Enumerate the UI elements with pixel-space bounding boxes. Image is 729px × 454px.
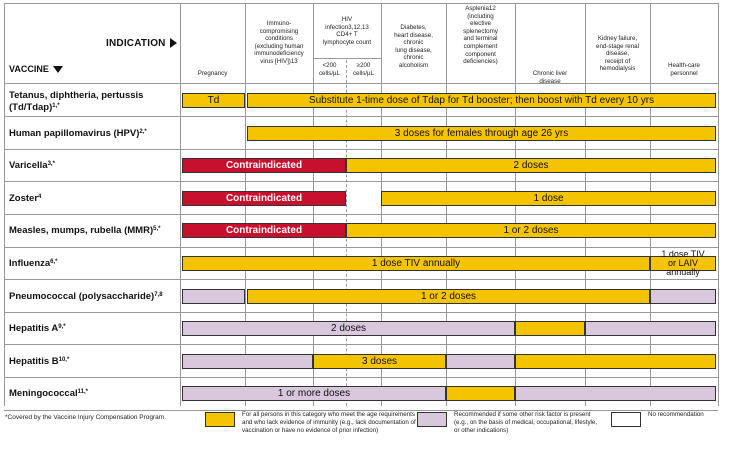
footnote-ref: 10,*: [58, 356, 70, 363]
recommendation-bar-purple: [182, 289, 245, 304]
recommendation-bar-purple: [515, 386, 716, 401]
legend-swatch-purple: [417, 412, 447, 427]
column-header-hcp: Health-care personnel: [668, 62, 700, 77]
footnote-ref: 9,*: [58, 324, 66, 331]
hiv-subheader-divider: [313, 58, 381, 59]
vaccine-name: Measles, mumps, rubella (MMR): [9, 225, 154, 237]
bar-label: Contraindicated: [225, 160, 303, 172]
recommendation-bar-purple: [182, 354, 313, 369]
footnote-ref: 6,*: [50, 259, 58, 265]
row-label: [9, 128, 147, 140]
recommendation-bar-purple: [650, 289, 716, 304]
column-header-pregnancy: Pregnancy: [197, 70, 228, 77]
footnote-ref: 7,8: [154, 291, 163, 298]
column-header-hiv_lt: <200 cells/µL: [318, 62, 341, 77]
footnote-ref: 11,*: [77, 389, 88, 396]
bar-label: Contraindicated: [225, 225, 303, 237]
column-header-diabetes: Diabetes, heart disease, chronic lung disease, chronic alcoholism: [394, 24, 433, 69]
row-label: [9, 90, 143, 114]
bar-label: 3 doses: [361, 355, 398, 367]
column-header-kidney: Kidney failure, end-stage renal disease, receipt of hemodialysis: [596, 35, 639, 73]
bar-label: 2 doses: [513, 160, 549, 172]
row-divider: [4, 377, 718, 378]
column-header-liver: Chronic liver disease: [532, 70, 568, 85]
legend-swatch-white: [611, 412, 641, 427]
bar-label: Td: [207, 95, 220, 106]
row-label: [9, 160, 55, 172]
bar-label: 1 dose TIV annually: [371, 258, 461, 269]
column-header-hiv_ge: ≥200 cells/µL: [352, 62, 375, 77]
footnote-ref: 4: [38, 193, 42, 200]
footnote-ref: 1,*: [52, 103, 60, 109]
bar-label: 1 or 2 doses: [420, 290, 477, 302]
legend-swatch-yellow: [205, 412, 235, 427]
bar-label: 1 or 2 doses: [503, 225, 559, 237]
vaccine-header: [9, 64, 63, 74]
column-header-hiv: HIV infection3,12,13 CD4+ T lymphocyte count: [322, 16, 372, 46]
row-label: [9, 258, 58, 270]
footnote-ref: 2,*: [139, 128, 147, 135]
vaccine-name: Tetanus, diphtheria, pertussis: [9, 90, 144, 101]
legend-text: For all persons in this category who meet the age requirements and who lack evidence of immunity (e.g., lack documentation of vaccination or have no evidence of prior infection): [242, 411, 416, 434]
header-bottom-border: [4, 83, 718, 84]
vaccine-name: Meningococcal: [9, 388, 78, 400]
left-border: [4, 3, 5, 406]
recommendation-bar-yellow: [446, 386, 515, 401]
row-label: [9, 225, 160, 237]
top-border: [4, 3, 718, 4]
bar-label: 1 dose: [533, 192, 564, 204]
vaccine-name: Human papillomavirus (HPV): [9, 127, 140, 139]
legend-text: Recommended if some other risk factor is present (e.g., on the basis of medical, occupational, lifestyle, or other indications): [454, 411, 598, 434]
row-label: [9, 193, 41, 205]
row-divider: [4, 247, 718, 248]
vaccine-name: Hepatitis A: [9, 323, 59, 335]
row-label: [9, 323, 66, 335]
vaccine-name: Hepatitis B: [9, 355, 59, 367]
row-divider: [4, 181, 718, 182]
row-label: [9, 388, 88, 400]
indication-label: INDICATION: [106, 38, 166, 49]
arrow-down-icon: [53, 66, 63, 73]
row-divider: [4, 116, 718, 117]
recommendation-bar-yellow: [515, 321, 585, 336]
footnote-ref: 3,*: [47, 161, 55, 168]
recommendation-bar-yellow: [515, 354, 716, 369]
arrow-right-icon: [170, 38, 177, 48]
bar-label: 2 doses: [330, 323, 367, 335]
bar-label: 1 or more doses: [277, 388, 351, 400]
bar-label: 3 doses for females through age 26 yrs: [394, 127, 569, 139]
row-label: [9, 291, 163, 303]
recommendation-bar-purple: [446, 354, 515, 369]
row-label: [9, 356, 69, 368]
column-header-asplenia: Asplenia12 (including elective splenectomy and terminal complement component deficiencies): [463, 5, 498, 66]
row-divider: [4, 279, 718, 280]
row-divider: [4, 149, 718, 150]
vaccine-name: Varicella: [9, 160, 48, 172]
row-divider: [4, 344, 718, 345]
bar-label: 1 dose TIV or LAIV annually: [661, 249, 705, 277]
vaccine-name: Zoster: [9, 192, 39, 204]
legend-text: No recommendation: [648, 411, 704, 418]
footnote-ref: 5,*: [153, 226, 161, 233]
bar-label: Substitute 1-time dose of Tdap for Td booster; then boost with Td every 10 yrs: [308, 95, 655, 106]
row-divider: [4, 214, 718, 215]
vaccine-abbrev: (Td/Tdap): [9, 102, 53, 113]
row-divider: [4, 312, 718, 313]
footnote: *Covered by the Vaccine Injury Compensation Program.: [5, 414, 167, 421]
vaccine-name: Pneumococcal (polysaccharide): [9, 290, 155, 302]
column-header-immuno: Immuno- compromising conditions (excluding human immunodeficiency virus [HIV])13: [254, 20, 304, 65]
vaccine-name: Influenza: [9, 258, 51, 269]
right-border: [718, 3, 719, 406]
recommendation-bar-purple: [585, 321, 716, 336]
column-divider: [180, 3, 181, 406]
vaccine-label: VACCINE: [9, 64, 49, 74]
indication-header: [106, 38, 177, 49]
bar-label: Contraindicated: [225, 192, 303, 204]
